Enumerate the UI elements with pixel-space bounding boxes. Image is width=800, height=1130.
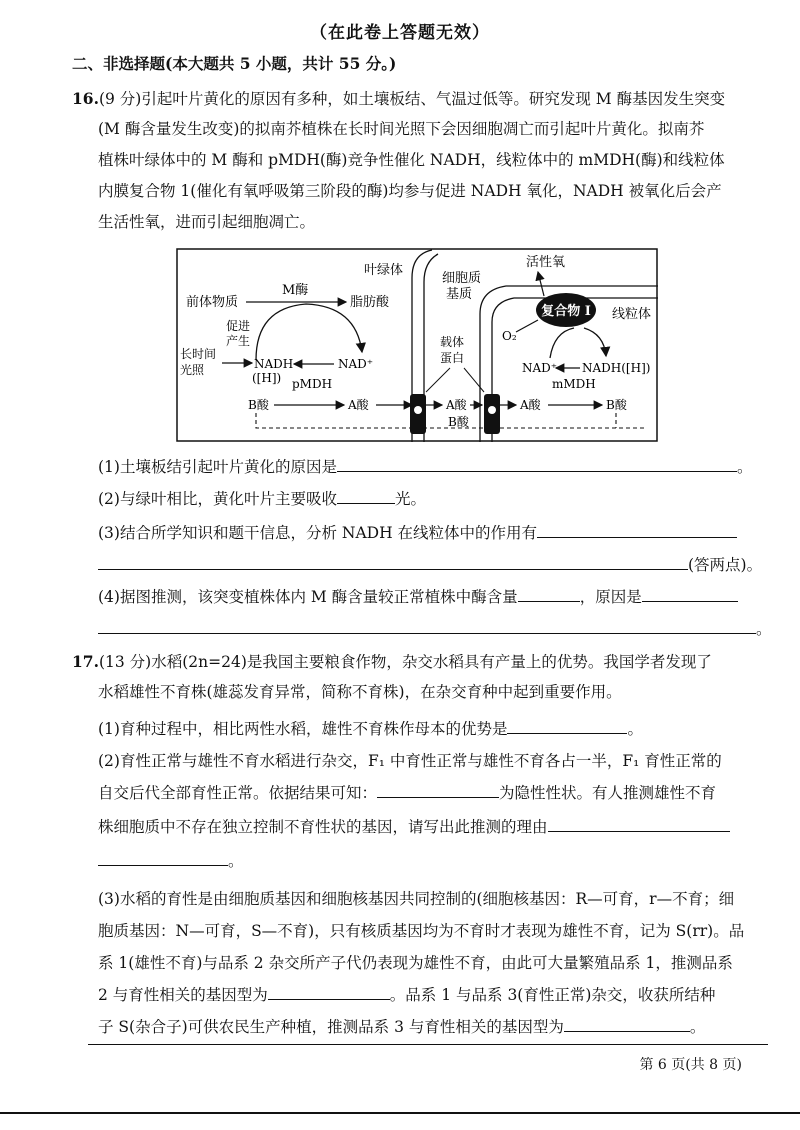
q17-sub2-line3: 株细胞质中不存在独立控制不育性状的基因，请写出此推测的理由 — [98, 812, 730, 843]
q17-sub3-answer-blank-2[interactable] — [564, 1013, 690, 1032]
o2-line — [516, 320, 538, 332]
b-acid-left: B酸 — [248, 398, 269, 412]
q17-sub3-answer-blank-1[interactable] — [268, 981, 390, 1000]
m-enzyme-label: M酶 — [282, 283, 309, 298]
q16-sub4-cont: 。 — [98, 614, 772, 645]
bottom-divider — [0, 1112, 800, 1114]
chloroplast-inner-membrane — [424, 254, 438, 442]
q16-line-1: 16.(9 分)引起叶片黄化的原因有多种，如土壤板结、气温过低等。研究发现 M 酶基因发生突变 — [72, 89, 726, 108]
nad-left-label: NAD⁺ — [338, 357, 374, 371]
chloroplast-label: 叶绿体 — [364, 263, 404, 278]
carrier-leader-2 — [464, 368, 484, 392]
nadh-pathway-diagram — [176, 248, 658, 442]
q16-line-3: 植株叶绿体中的 M 酶和 pMDH(酶)竞争性催化 NADH，线粒体中的 mMDH(酶)和线粒体 — [98, 151, 725, 169]
ros-label: 活性氧 — [526, 255, 566, 270]
q16-sub3-answer-blank-1[interactable] — [537, 519, 737, 538]
promote-label-1: 促进 — [226, 319, 251, 333]
q16-line-4: 内膜复合物 1(催化有氧呼吸第三阶段的酶)均参与促进 NADH 氧化，NADH 被氧化后会产 — [98, 182, 722, 200]
nadh-cycle-arrow — [256, 304, 362, 360]
nadh-left-label: NADH — [254, 357, 294, 371]
a-acid-left: A酸 — [348, 398, 369, 412]
q16-line-2: (M 酶含量发生改变)的拟南芥植株在长时间光照下会因细胞凋亡而引起叶片黄化。拟南芥 — [98, 120, 705, 138]
page-number: 第 6 页(共 8 页) — [639, 1057, 742, 1073]
nad-right-label: NAD⁺ — [522, 361, 558, 375]
transporter-dot-1 — [414, 406, 422, 414]
nadh-left-label-2: ([H]) — [252, 371, 282, 385]
q17-number: 17. — [72, 652, 99, 671]
nadh-right-label: NADH([H]) — [582, 361, 651, 375]
q16-sub4-answer-blank-1[interactable] — [518, 583, 580, 602]
mmdh-label: mMDH — [552, 377, 596, 391]
b-acid-cyto: B酸 — [448, 415, 469, 429]
q17-line-1: 17.(13 分)水稻(2n=24)是我国主要粮食作物，杂交水稻具有产量上的优势。我国学者发现了 — [72, 652, 712, 671]
exam-header-notice: （在此卷上答题无效） — [310, 23, 490, 43]
q17-sub2-line4: 。 — [98, 846, 244, 877]
mitochondrion-label: 线粒体 — [612, 307, 652, 322]
pmdh-label: pMDH — [292, 377, 333, 391]
cytoplasm-label-2: 基质 — [446, 287, 473, 302]
carrier-label-2: 蛋白 — [440, 351, 465, 365]
long-light-label-1: 长时间 — [180, 347, 217, 361]
q16-number: 16. — [72, 89, 99, 108]
footer-divider — [88, 1044, 768, 1045]
precursor-label: 前体物质 — [186, 295, 239, 310]
mito-cycle-left — [550, 328, 574, 358]
q17-sub2-line1: (2)育性正常与雄性不育水稻进行杂交，F₁ 中育性正常与雄性不育各占一半，F₁ 育性正常的 — [98, 752, 722, 770]
b-acid-mito: B酸 — [606, 398, 627, 412]
q16-sub4-answer-blank-2[interactable] — [642, 583, 738, 602]
ros-arrow — [538, 272, 544, 296]
q16-sub2: (2)与绿叶相比，黄化叶片主要吸收 光。 — [98, 484, 426, 515]
complex-i-label: 复合物 I — [541, 304, 591, 319]
q17-sub3-line3: 系 1(雄性不育)与品系 2 杂交所产子代仍表现为雄性不育，由此可大量繁殖品系 1，推测品系 — [98, 954, 733, 972]
carrier-leader-1 — [426, 368, 450, 392]
q17-sub2-answer-blank-1[interactable] — [377, 779, 499, 798]
a-acid-mito: A酸 — [520, 398, 541, 412]
carrier-label-1: 载体 — [440, 335, 465, 349]
q16-sub1: (1)土壤板结引起叶片黄化的原因是 。 — [98, 452, 752, 483]
o2-label: O₂ — [502, 329, 517, 343]
q16-sub1-answer-blank[interactable] — [337, 453, 737, 472]
section-title: 二、非选择题(本大题共 5 小题，共计 55 分。) — [72, 54, 397, 73]
q17-sub1-answer-blank[interactable] — [507, 715, 627, 734]
q16-sub3-answer-blank-2[interactable] — [98, 551, 688, 570]
q17-sub3-line4: 2 与育性相关的基因型为 。品系 1 与品系 3(育性正常)杂交，收获所结种 — [98, 980, 715, 1011]
transporter-dot-2 — [488, 406, 496, 414]
long-light-label-2: 光照 — [180, 363, 205, 377]
q16-sub3: (3)结合所学知识和题干信息，分析 NADH 在线粒体中的作用有 — [98, 518, 737, 549]
q17-sub3-line5: 子 S(杂合子)可供农民生产种植，推测品系 3 与育性相关的基因型为 。 — [98, 1012, 705, 1043]
q16-sub4-answer-blank-3[interactable] — [98, 615, 756, 634]
promote-label-2: 产生 — [226, 334, 251, 348]
q17-sub2-answer-blank-2[interactable] — [548, 813, 730, 832]
q17-line-2: 水稻雄性不育株(雄蕊发育异常，简称不育株)，在杂交育种中起到重要作用。 — [98, 683, 622, 701]
q17-sub2-line2: 自交后代全部育性正常。依据结果可知： 为隐性性状。有人推测雄性不育 — [98, 778, 716, 809]
mito-cycle-right — [584, 328, 606, 356]
q17-sub1: (1)育种过程中，相比两性水稻，雄性不育株作母本的优势是 。 — [98, 714, 643, 745]
q16-sub4: (4)据图推测，该突变植株体内 M 酶含量较正常植株中酶含量 ，原因是 — [98, 582, 738, 613]
q16-stem — [72, 83, 768, 238]
q17-stem — [72, 646, 768, 708]
q16-sub2-answer-blank[interactable] — [337, 485, 395, 504]
q17-sub3-line2: 胞质基因：N—可育，S—不育)，只有核质基因均为不育时才表现为雄性不育，记为 S(rr)。品 — [98, 922, 745, 940]
q17-sub3-line1: (3)水稻的育性是由细胞质基因和细胞核基因共同控制的(细胞核基因：R—可育，r—不育；细 — [98, 890, 735, 908]
q17-sub2-answer-blank-3[interactable] — [98, 847, 228, 866]
fatty-acid-label: 脂肪酸 — [350, 295, 390, 310]
q16-line-5: 生活性氧，进而引起细胞凋亡。 — [98, 213, 316, 231]
a-acid-cyto: A酸 — [446, 398, 467, 412]
q16-sub3-cont: (答两点)。 — [98, 550, 762, 581]
cytoplasm-label-1: 细胞质 — [442, 271, 482, 286]
